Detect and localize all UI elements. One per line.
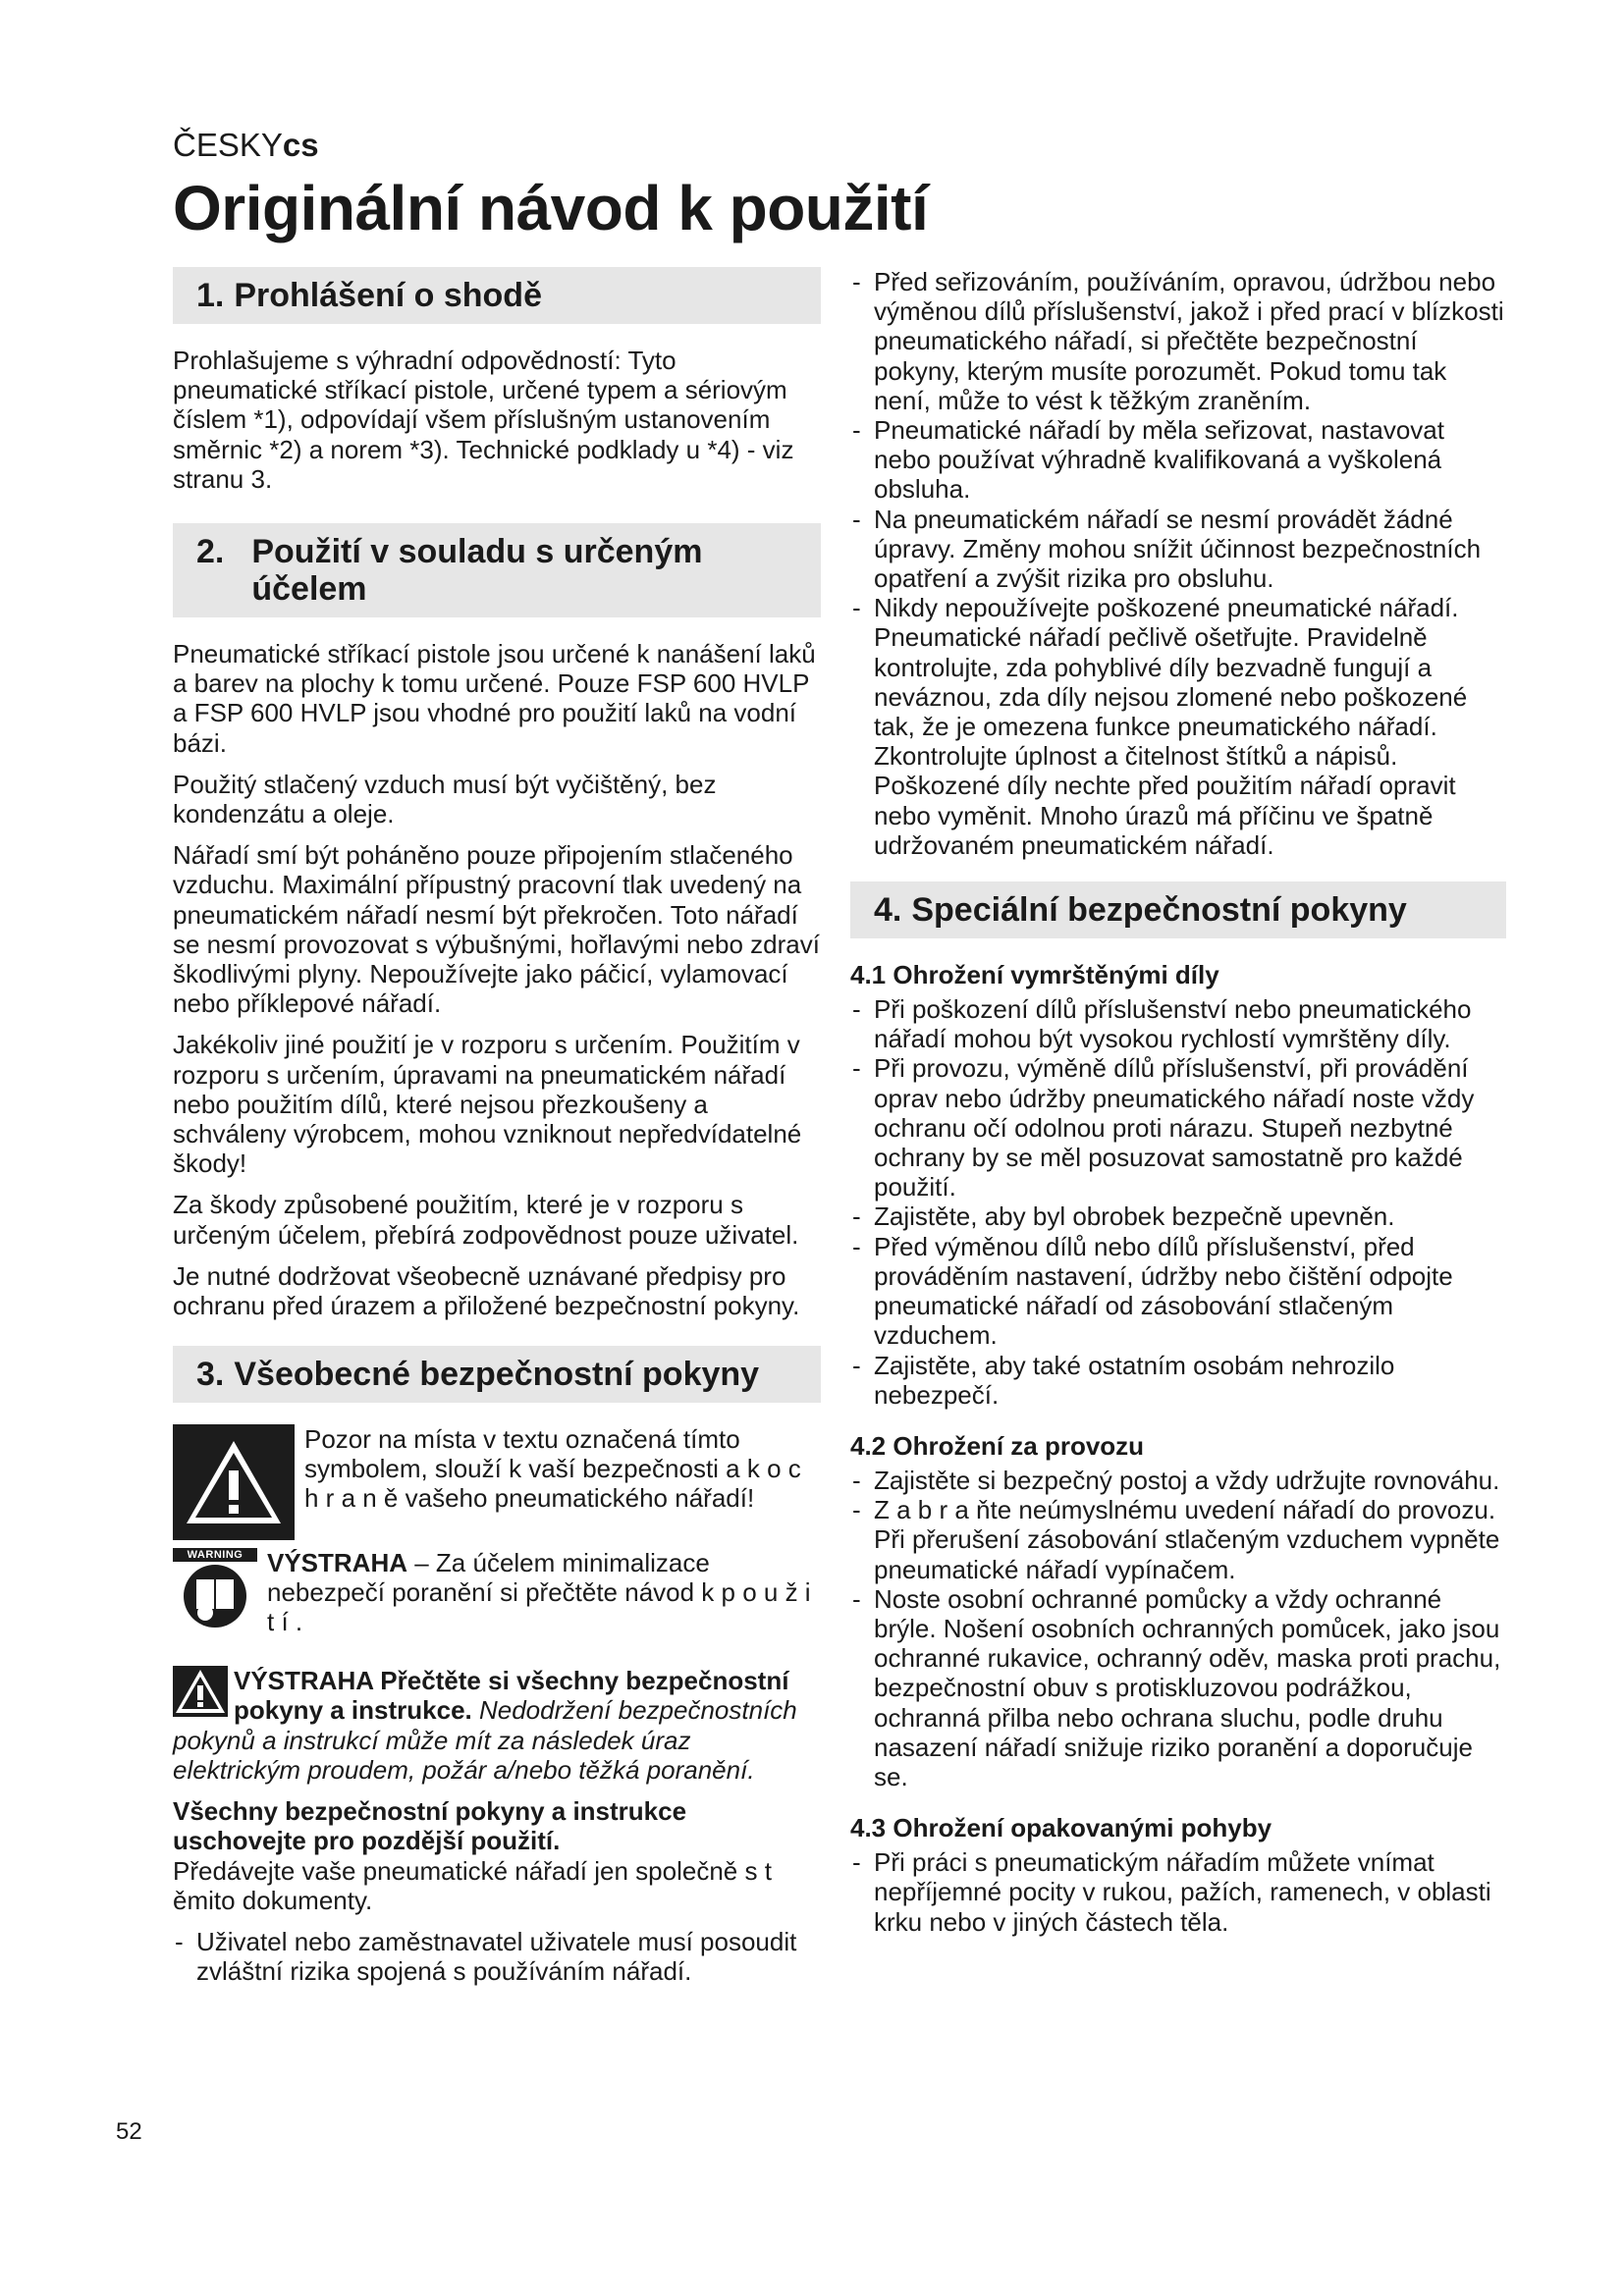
attention-symbol-text: Pozor na místa v textu označená tímto symbolem, slouží k vaší bezpečnosti a k o c h r a n ě vašeho pneumatického nářadí! — [304, 1424, 801, 1514]
list-item: - Před seřizováním, používáním, opravou, údržbou nebo výměnou dílů příslušenství, jakož i před prací v blízkosti pneumatického nářadí, si přečtěte bezpečnostní pokyny, kterým musíte porozumět. Pokud tomu tak není, může to vést k těžkým zraněním. — [850, 267, 1506, 415]
list-item: - Při práci s pneumatickým nářadím můžete vnímat nepříjemné pocity v rukou, pažích, ramenech, v oblasti krku nebo v jiných částech těla. — [850, 1847, 1506, 1937]
list-item: - Zajistěte, aby byl obrobek bezpečně upevněn. — [850, 1201, 1506, 1231]
list-item: - Při poškození dílů příslušenství nebo pneumatického nářadí mohou být vysokou rychlostí vymrštěny díly. — [850, 994, 1506, 1053]
list-item: - Zajistěte, aby také ostatním osobám nehrozilo nebezpečí. — [850, 1351, 1506, 1410]
list-item: - Z a b r a ňte neúmyslnému uvedení nářadí do provozu. Při přerušení zásobování stlačeným vzduchem vypněte pneumatické nářadí vypínačem. — [850, 1495, 1506, 1584]
warning-text: – Za účelem minimalizace nebezpečí poranění si přečtěte návod k p o u ž i t í . — [267, 1548, 811, 1637]
language-code: cs — [282, 127, 319, 163]
paragraph: Pneumatické stříkací pistole jsou určené k nanášení laků a barev na plochy k tomu určené. Pouze FSP 600 HVLP a FSP 600 HVLP jsou vhodné pro použití laků na vodní bázi. — [173, 639, 816, 758]
read-manual-icon — [173, 1548, 257, 1636]
list-item: - Před výměnou dílů nebo dílů příslušenství, před prováděním nastavení, údržby nebo čištění odpojte pneumatické nářadí od zásobování stlačeným vzduchem. — [850, 1232, 1506, 1351]
warning-label: VÝSTRAHA — [267, 1548, 408, 1578]
paragraph: Nářadí smí být poháněno pouze připojením stlačeného vzduchu. Maximální přípustný pracovní tlak uvedený na pneumatickém nářadí nesmí být překročen. Toto nářadí se nesmí provozovat s výbušnými, hořlavými nebo zdraví škodlivými plyny. Nepoužívejte jako páčicí, vylamovací nebo příklepové nářadí. — [173, 840, 820, 1019]
section-title: Prohlášení o shodě — [234, 277, 542, 314]
section-title: Speciální bezpečnostní pokyny — [911, 891, 1407, 930]
paragraph: Je nutné dodržovat všeobecně uznávané předpisy pro ochranu před úrazem a přiložené bezpečnostní pokyny. — [173, 1260, 800, 1321]
hazard-list-4-3 — [850, 1847, 1506, 1937]
warning-tag: WARNING — [173, 1548, 257, 1562]
list-item: - Zajistěte si bezpečný postoj a vždy udržujte rovnováhu. — [850, 1466, 1506, 1495]
read-manual-text — [267, 1548, 821, 1636]
language-label — [173, 126, 319, 165]
read-manual-row — [173, 1548, 821, 1636]
left-column — [173, 267, 821, 1996]
subsection-4-3-heading: 4.3 Ohrožení opakovanými pohyby — [850, 1813, 1272, 1843]
declaration-paragraph: Prohlašujeme s výhradní odpovědností: Tyto pneumatické stříkací pistole, určené typem a sériovým číslem *1), odpovídají všem příslušným ustanovením směrnic *2) a norem *3). Technické podklady u *4) - viz stranu 3. — [173, 346, 794, 494]
section-2-heading — [173, 523, 821, 617]
keep-instructions-heading — [173, 1796, 821, 1855]
keep-instructions-bold: Všechny bezpečnostní pokyny a instrukce uschovejte pro pozdější použití. — [173, 1796, 687, 1856]
safety-list — [173, 1927, 821, 1986]
section-3-heading — [173, 1346, 821, 1403]
paragraph: Za škody způsobené použitím, které je v rozporu s určeným účelem, přebírá zodpovědnost pouze uživatel. — [173, 1190, 799, 1250]
page-number: 52 — [116, 2118, 142, 2145]
section-number: 3. — [196, 1356, 225, 1394]
section-number: 1. — [196, 277, 225, 314]
list-item: - Nikdy nepoužívejte poškozené pneumatické nářadí. Pneumatické nářadí pečlivě ošetřujte. Pravidelně kontrolujte, zda pohyblivé díly bezvadně fungují a neváznou, zda díly nejsou zlomené nebo poškozené tak, že je omezena funkce pneumatického nářadí. Zkontrolujte úplnost a čitelnost štítků a nápisů. Poškozené díly nechte před použitím nářadí opravit nebo vyměnit. Mnoho úrazů má příčinu ve špatně udržovaném pneumatickém nářadí. — [850, 593, 1506, 860]
hazard-list-4-1 — [850, 994, 1506, 1410]
subsection-4-1-heading: 4.1 Ohrožení vymrštěnými díly — [850, 960, 1219, 990]
safety-list-continued — [850, 267, 1506, 860]
attention-symbol-row — [173, 1424, 821, 1540]
section-title: Všeobecné bezpečnostní pokyny — [234, 1356, 760, 1394]
paragraph: Jakékoliv jiné použití je v rozporu s určením. Použitím v rozporu s určením, úpravami na pneumatickém nářadí nebo použitím dílů, které nejsou přezkoušeny a schváleny výrobcem, mohou vzniknout nepředvídatelné škody! — [173, 1030, 802, 1179]
section-number: 2. — [196, 533, 225, 571]
section-title: Použití v souladu s určeným účelem — [251, 533, 703, 609]
list-item: - Noste osobní ochranné pomůcky a vždy ochranné brýle. Nošení osobních ochranných pomůcek, jako jsou ochranné rukavice, ochranný oděv, maska proti prachu, bezpečnostní obuv s protiskluzovou podrážkou, ochranná přilba nebo ochrana sluchu, podle druhu nasazení nářadí snižuje riziko poranění a doporučuje se. — [850, 1584, 1506, 1791]
warning-consequence: Nedodržení bezpečnostních pokynů a instrukcí může mít za následek úraz elektrickým proudem, požár a/nebo těžká poranění. — [173, 1695, 797, 1785]
keep-instructions-text: Předávejte vaše pneumatické nářadí jen společně s t ěmito dokumenty. — [173, 1855, 772, 1915]
right-column — [850, 267, 1506, 1947]
language-name: ČESKY — [173, 127, 283, 163]
hazard-list-4-2 — [850, 1466, 1506, 1791]
list-item: - Pneumatické nářadí by měla seřizovat, nastavovat nebo používat výhradně kvalifikovaná a vyškolená obsluha. — [850, 415, 1506, 505]
paragraph: Použitý stlačený vzduch musí být vyčištěný, bez kondenzátu a oleje. — [173, 769, 717, 829]
list-item: - Na pneumatickém nářadí se nesmí provádět žádné úpravy. Změny mohou snížit účinnost bezpečnostních opatření a zvýšit rizika pro obsluhu. — [850, 505, 1506, 594]
small-warning-triangle-icon — [173, 1666, 228, 1717]
section-4-heading — [850, 881, 1506, 938]
section-number: 4. — [874, 891, 902, 930]
safety-warning-paragraph — [173, 1666, 821, 1785]
warning-heading: VÝSTRAHA Přečtěte si všechny bezpečnostní pokyny a instrukce. — [234, 1666, 789, 1726]
document-title: Originální návod k použití — [173, 173, 929, 243]
warning-triangle-icon — [173, 1424, 295, 1540]
subsection-4-2-heading: 4.2 Ohrožení za provozu — [850, 1430, 1145, 1461]
list-item: - Při provozu, výměně dílů příslušenství, při provádění oprav nebo údržby pneumatického nářadí noste vždy ochranu očí odolnou proti nárazu. Stupeň nezbytné ochrany by se měl posuzovat samostatně pro každé použití. — [850, 1053, 1506, 1201]
section-1-heading — [173, 267, 821, 324]
list-item: - Uživatel nebo zaměstnavatel uživatele musí posoudit zvláštní rizika spojená s používáním nářadí. — [173, 1927, 821, 1986]
